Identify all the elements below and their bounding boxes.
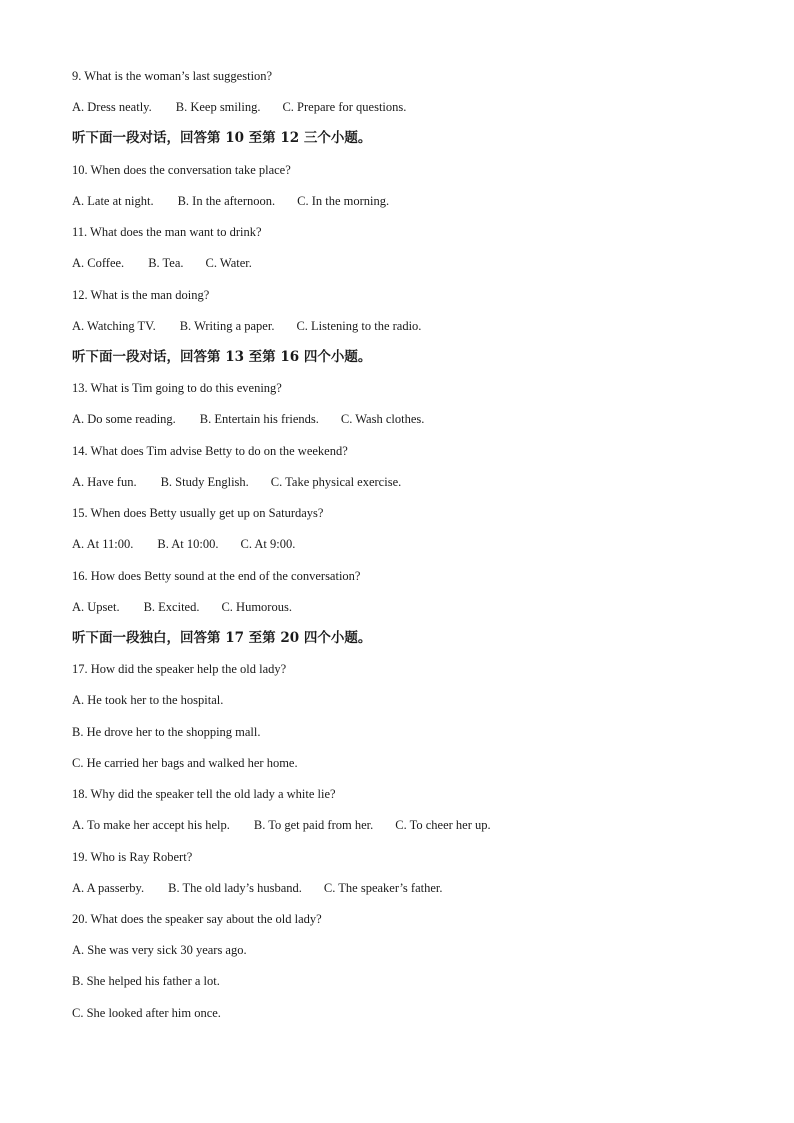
option-a: A. Coffee. <box>72 256 125 270</box>
options-row <box>72 255 252 271</box>
question-line: B. He drove her to the shopping mall. <box>72 725 261 739</box>
options-row <box>72 880 443 896</box>
option-a: A. Dress neatly. <box>72 100 152 114</box>
option-c: C. Listening to the radio. <box>296 319 422 333</box>
question-line: B. She helped his father a lot. <box>72 974 220 988</box>
option-a: A. To make her accept his help. <box>72 818 230 832</box>
question-line: 14. What does Tim advise Betty to do on the weekend? <box>72 444 348 458</box>
question-line: 10. When does the conversation take place? <box>72 163 291 177</box>
option-c: C. The speaker’s father. <box>323 881 443 895</box>
option-c: C. In the morning. <box>297 194 390 208</box>
option-c: C. At 9:00. <box>240 537 296 551</box>
options-row <box>72 599 292 615</box>
option-a: A. A passerby. <box>72 881 145 895</box>
question-line: 16. How does Betty sound at the end of the conversation? <box>72 569 361 583</box>
section-heading: 听下面一段独白，回答第 17 至第 20 四个小题。 <box>72 630 372 646</box>
option-b: B. Entertain his friends. <box>199 412 319 426</box>
question-line: C. She looked after him once. <box>72 1006 221 1020</box>
option-c: C. Take physical exercise. <box>270 475 402 489</box>
option-c: C. Wash clothes. <box>340 412 425 426</box>
question-line: C. He carried her bags and walked her home. <box>72 756 298 770</box>
section-heading: 听下面一段对话，回答第 13 至第 16 四个小题。 <box>72 349 372 365</box>
options-row <box>72 474 401 490</box>
options-row <box>72 193 389 209</box>
question-line: 19. Who is Ray Robert? <box>72 850 193 864</box>
options-row <box>72 817 491 833</box>
question-line: 12. What is the man doing? <box>72 288 210 302</box>
option-b: B. Writing a paper. <box>179 319 275 333</box>
question-line: 18. Why did the speaker tell the old lady a white lie? <box>72 787 336 801</box>
question-line: 9. What is the woman’s last suggestion? <box>72 69 273 83</box>
question-line: 20. What does the speaker say about the old lady? <box>72 912 322 926</box>
options-row <box>72 536 295 552</box>
options-row <box>72 318 421 334</box>
option-b: B. At 10:00. <box>157 537 219 551</box>
option-b: B. In the afternoon. <box>177 194 276 208</box>
option-c: C. Humorous. <box>221 600 292 614</box>
option-b: B. Excited. <box>143 600 200 614</box>
options-row <box>72 411 424 427</box>
option-c: C. Water. <box>205 256 252 270</box>
option-a: A. At 11:00. <box>72 537 134 551</box>
question-line: A. She was very sick 30 years ago. <box>72 943 247 957</box>
option-c: C. Prepare for questions. <box>282 100 407 114</box>
question-line: 15. When does Betty usually get up on Saturdays? <box>72 506 324 520</box>
question-line: 13. What is Tim going to do this evening? <box>72 381 282 395</box>
question-line: A. He took her to the hospital. <box>72 693 224 707</box>
question-line: 11. What does the man want to drink? <box>72 225 262 239</box>
option-b: B. To get paid from her. <box>253 818 374 832</box>
option-b: B. Tea. <box>148 256 184 270</box>
option-a: A. Watching TV. <box>72 319 156 333</box>
option-a: A. Do some reading. <box>72 412 176 426</box>
option-a: A. Have fun. <box>72 475 137 489</box>
option-b: B. Study English. <box>160 475 249 489</box>
question-line: 17. How did the speaker help the old lady? <box>72 662 287 676</box>
option-c: C. To cheer her up. <box>395 818 491 832</box>
option-a: A. Upset. <box>72 600 120 614</box>
option-b: B. Keep smiling. <box>175 100 261 114</box>
section-heading: 听下面一段对话，回答第 10 至第 12 三个小题。 <box>72 130 372 146</box>
option-a: A. Late at night. <box>72 194 154 208</box>
option-b: B. The old lady’s husband. <box>168 881 302 895</box>
options-row <box>72 99 406 115</box>
